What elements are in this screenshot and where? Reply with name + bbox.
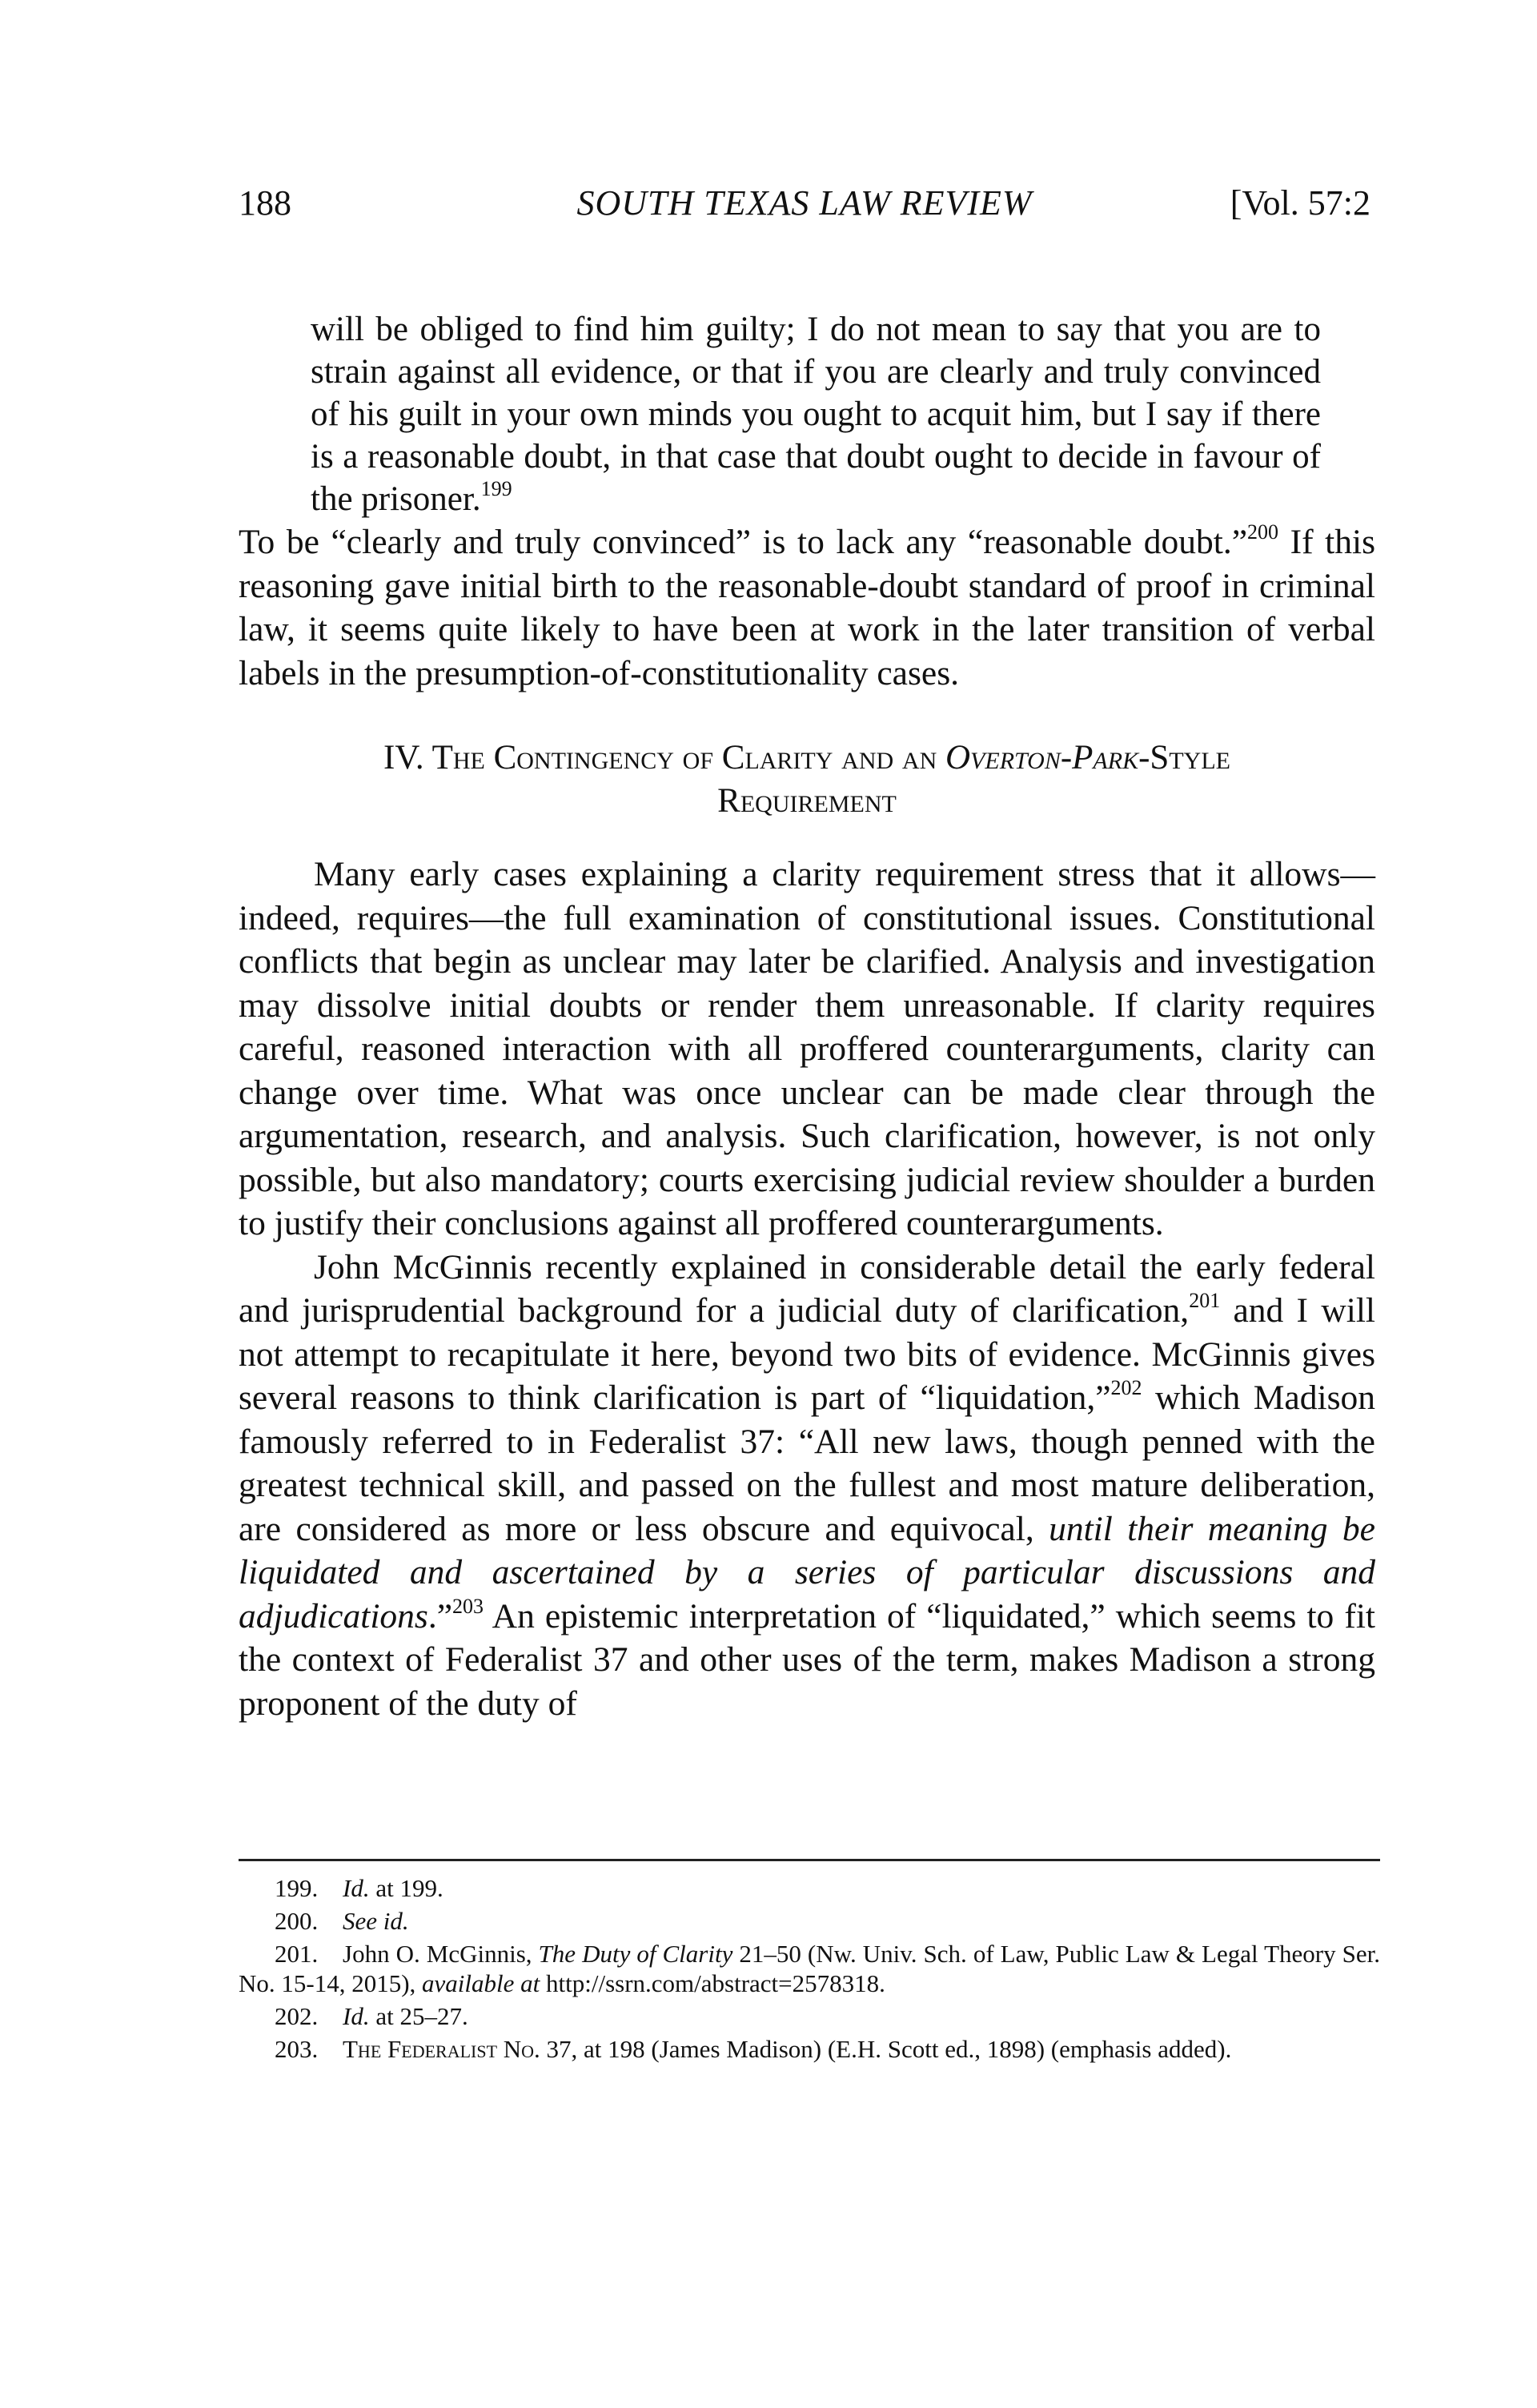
heading-text-italic: Overton-Park <box>945 739 1139 777</box>
footnote-smallcaps: The Federalist No. <box>343 2035 540 2063</box>
block-quote-text: will be obliged to find him guilty; I do not mean to say that you are to strain against all evidence, or that if you are clearly and truly convinced of his guilt in your own minds you ought to acquit him, but I say if there is a reasonable doubt, in that case that doubt ought to decide in favour of the prisoner. <box>311 311 1321 518</box>
footnote-italic: Id. <box>343 2002 370 2030</box>
footnote-text: 37, at 198 (James Madison) (E.H. Scott ed., 1898) (emphasis added). <box>540 2035 1232 2063</box>
footnote-203 <box>239 2034 1380 2064</box>
paragraph-text: To be “clearly and truly convinced” is to lack any “reasonable doubt.” <box>239 523 1248 561</box>
footnote-italic: available at <box>422 1969 540 1997</box>
volume-label: [Vol. 57:2 <box>1230 183 1370 223</box>
footnote-italic: Id. <box>343 1874 370 1902</box>
footnote-text: 21–50 (Nw. Univ. Sch. of Law, Public Law & Legal Theory Ser. No. 15-14, 2015), <box>239 1940 1380 1997</box>
footnote-number: 199. <box>275 1874 319 1902</box>
footnote-200 <box>239 1906 1380 1936</box>
footnotes <box>239 1873 1380 2067</box>
page-number: 188 <box>239 183 291 223</box>
paragraph: Many early cases explaining a clarity requirement stress that it allows—indeed, requires—the full examination of constitutional issues. Constitutional conflicts that begin as unclear may later be clarified. Analysis and investigation may dissolve initial doubts or render them unreasonable. If clarity requires careful, reasoned interaction with all proffered counterarguments, clarity can change over time. What was once unclear can be made clear through the argumentation, research, and analysis. Such clarification, however, is not only possible, but also mandatory; courts exercising judicial review shoulder a burden to justify their conclusions against all proffered counterarguments. <box>239 855 1375 1242</box>
footnote-ref-201[interactable]: 201 <box>1189 1289 1221 1312</box>
paragraph-text: An epistemic interpretation of “liquidated,” which seems to fit the context of Federalist 37 and other uses of the term, makes Madison a strong proponent of the duty of <box>239 1596 1375 1723</box>
footnote-number: 203. <box>275 2035 319 2063</box>
paragraph-italic: until their meaning be liquidated and ascertained by a series of particular discussions and adjudications <box>239 1509 1375 1635</box>
body-text-lower <box>239 853 1375 1725</box>
section-heading-line-2: Requirement <box>717 782 897 820</box>
paragraph-text: which Madison famously referred to in Federalist 37: “All new laws, though penned with the greatest technical skill, and passed on the fullest and most mature deliberation, are considered as more or less obscure and equivocal, <box>239 1379 1376 1548</box>
footnote-number: 200. <box>275 1907 319 1935</box>
section-heading <box>239 736 1375 823</box>
body-text-upper <box>239 520 1375 695</box>
paragraph-text: and I will not attempt to recapitulate it here, beyond two bits of evidence. McGinnis gives several reasons to think clarification is part of “liquidation,” <box>239 1291 1376 1417</box>
paragraph-text: John McGinnis recently explained in considerable detail the early federal and jurisprudential background for a judicial duty of clarification, <box>239 1247 1375 1330</box>
footnote-text: at 25–27. <box>369 2002 468 2030</box>
heading-text: IV. The Contingency of Clarity and an <box>383 739 945 777</box>
running-head <box>239 183 1370 239</box>
footnote-ref-199[interactable]: 199 <box>480 477 512 500</box>
footnote-ref-203[interactable]: 203 <box>452 1594 484 1618</box>
block-quote <box>311 308 1321 520</box>
footnote-201 <box>239 1939 1380 1998</box>
footnote-divider <box>239 1859 1380 1861</box>
footnote-text: at 199. <box>369 1874 443 1902</box>
footnote-text: John O. McGinnis, <box>343 1940 539 1968</box>
section-heading-line-1 <box>239 736 1375 780</box>
paragraph-text: .” <box>427 1596 453 1635</box>
journal-title: SOUTH TEXAS LAW REVIEW <box>576 183 1033 223</box>
footnote-italic: The Duty of Clarity <box>538 1940 733 1968</box>
paragraph <box>239 1246 1375 1726</box>
heading-text: -Style <box>1138 739 1230 777</box>
footnote-number: 202. <box>275 2002 319 2030</box>
footnote-202 <box>239 2001 1380 2031</box>
footnote-ref-202[interactable]: 202 <box>1110 1376 1142 1399</box>
paragraph-text: If this reasoning gave initial birth to the reasonable-doubt standard of proof in criminal law, it seems quite likely to have been at work in the later transition of verbal labels in the presumption-of-constitutionality cases. <box>239 523 1376 692</box>
footnote-link[interactable]: http://ssrn.com/abstract=2578318. <box>540 1969 885 1997</box>
footnote-number: 201. <box>275 1940 319 1968</box>
footnote-italic: See id. <box>343 1907 409 1935</box>
footnote-ref-200[interactable]: 200 <box>1247 520 1279 544</box>
paragraph <box>239 520 1375 695</box>
footnote-199 <box>239 1873 1380 1903</box>
